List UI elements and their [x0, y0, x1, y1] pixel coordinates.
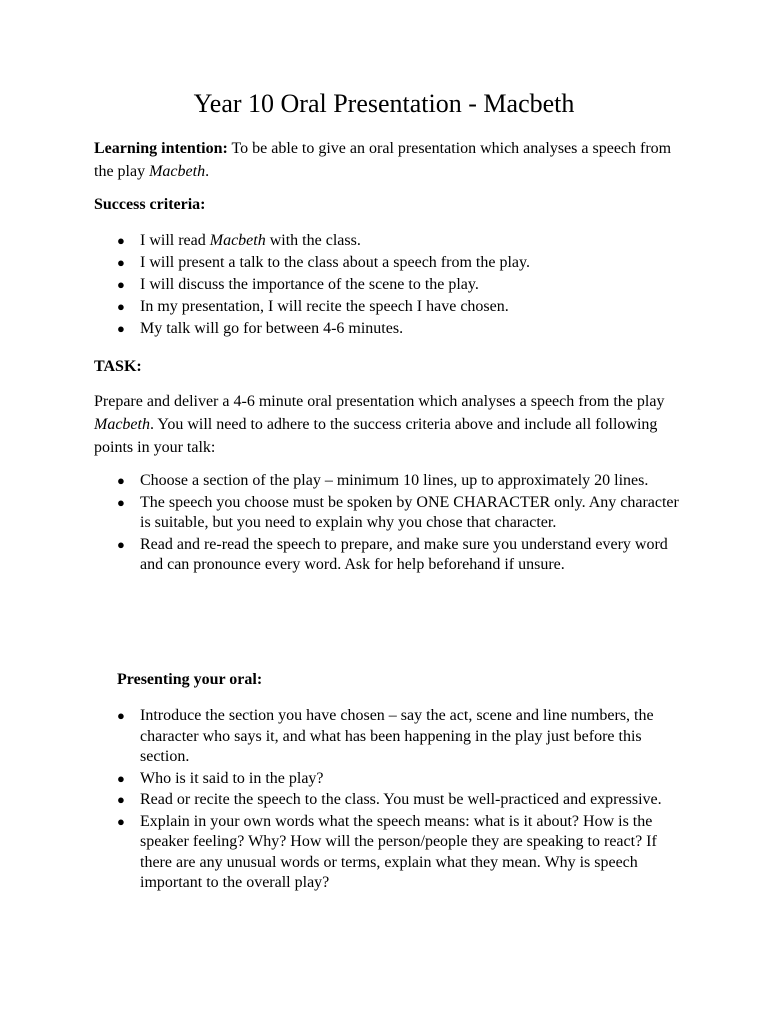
- success-item-text: I will discuss the importance of the scene to the play.: [140, 276, 479, 293]
- list-item: [94, 790, 684, 811]
- bullet-icon: ●: [117, 792, 125, 807]
- presenting-item-text: Read or recite the speech to the class. You must be well-practiced and expressive.: [140, 791, 662, 808]
- presenting-list: [94, 706, 684, 895]
- success-item-text: I will present a talk to the class about a speech from the play.: [140, 254, 530, 271]
- success-item-1-text: I will read: [140, 232, 210, 249]
- list-item: [94, 769, 684, 790]
- learning-intention-label: Learning intention:: [94, 140, 228, 157]
- task-list: [94, 471, 684, 577]
- learning-intention-play-title: Macbeth: [149, 163, 206, 180]
- bullet-icon: ●: [117, 321, 125, 336]
- bullet-icon: ●: [117, 277, 125, 292]
- bullet-icon: ●: [117, 813, 125, 829]
- bullet-icon: ●: [117, 770, 125, 786]
- list-item: [94, 296, 684, 318]
- bullet-icon: ●: [117, 536, 125, 552]
- list-item: [94, 706, 684, 768]
- success-item-text: In my presentation, I will recite the speech I have chosen.: [140, 298, 509, 315]
- bullet-icon: ●: [117, 473, 125, 488]
- presenting-item-text: Who is it said to in the play?: [140, 769, 324, 787]
- learning-intention-text: To be able to give an oral presentation which analyses a speech from the play: [94, 140, 672, 180]
- task-description: [94, 390, 684, 459]
- task-text-end: . You will need to adhere to the success criteria above and include all following points in your talk:: [94, 416, 658, 456]
- success-item-1-end: with the class.: [265, 232, 361, 249]
- bullet-icon: ●: [117, 494, 125, 510]
- presenting-item-text: Introduce the section you have chosen – say the act, scene and line numbers, the character who says it, and what has been happening in the play just before this section.: [140, 707, 654, 765]
- success-criteria-heading: Success criteria:: [94, 196, 206, 213]
- success-item-1-play-title: Macbeth: [209, 232, 266, 249]
- task-play-title: Macbeth: [94, 416, 150, 433]
- presenting-item-text: Explain in your own words what the speech means: what is it about? How is the speaker feeling? Why? How will the person/people they are speaking to react? If there are any unusual words or terms, explain what they mean. Why is speech important to the overall play?: [140, 812, 657, 891]
- list-item: [94, 812, 684, 894]
- list-item: [94, 230, 684, 252]
- list-item: [94, 471, 684, 492]
- bullet-icon: ●: [117, 255, 125, 270]
- success-criteria-list: [94, 230, 684, 340]
- page-title: Year 10 Oral Presentation - Macbeth: [193, 89, 575, 118]
- bullet-icon: ●: [117, 299, 125, 314]
- learning-intention-end: .: [205, 163, 210, 180]
- bullet-icon: ●: [117, 708, 125, 723]
- bullet-icon: ●: [117, 233, 125, 248]
- learning-intention: [94, 137, 684, 183]
- list-item: [94, 493, 684, 534]
- list-item: [94, 274, 684, 296]
- task-text: Prepare and deliver a 4-6 minute oral presentation which analyses a speech from the play: [94, 393, 665, 410]
- list-item: [94, 318, 684, 340]
- list-item: [94, 252, 684, 274]
- presenting-heading: Presenting your oral:: [117, 671, 263, 688]
- task-item-text: Choose a section of the play – minimum 10 lines, up to approximately 20 lines.: [140, 472, 649, 489]
- list-item: [94, 535, 684, 576]
- task-item-text: Read and re-read the speech to prepare, and make sure you understand every word and can pronounce every word. Ask for help beforehand if unsure.: [140, 535, 668, 573]
- success-item-text: My talk will go for between 4-6 minutes.: [140, 320, 404, 337]
- task-item-text: The speech you choose must be spoken by ONE CHARACTER only. Any character is suitable, but you need to explain why you chose that character.: [140, 493, 679, 531]
- task-heading: TASK:: [94, 358, 142, 375]
